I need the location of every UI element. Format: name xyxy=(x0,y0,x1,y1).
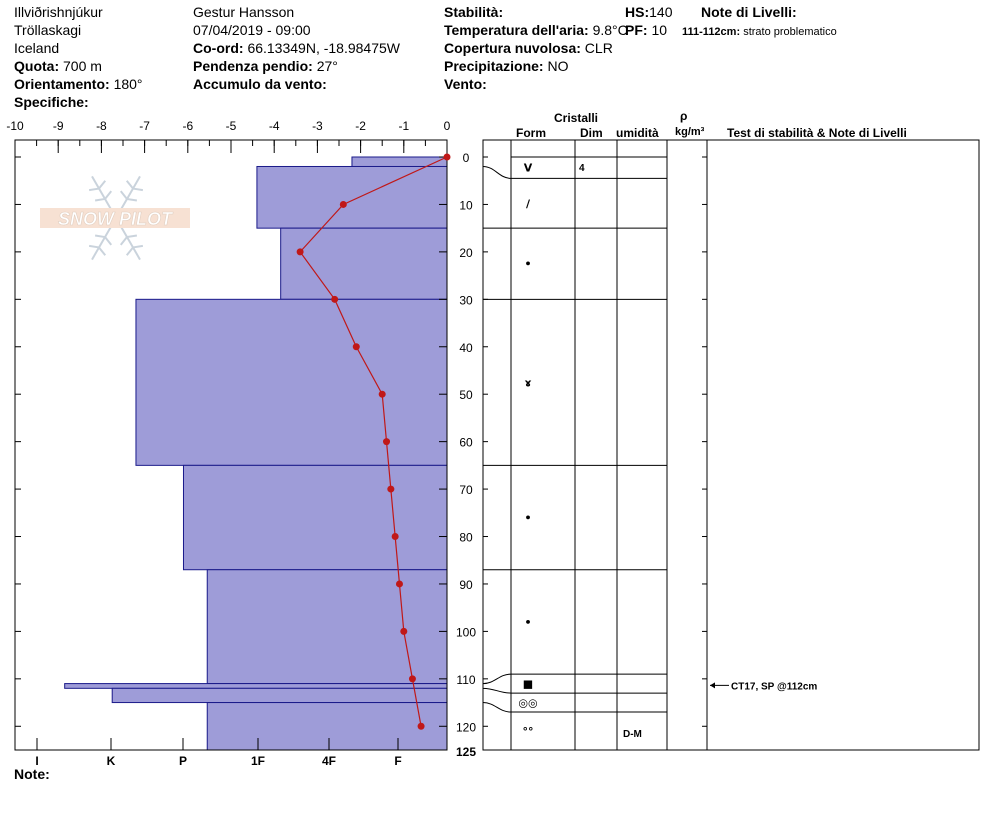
stability-arrowhead xyxy=(710,682,715,688)
snow-height-label: HS: xyxy=(625,4,650,20)
foot-penetration-label: PF: xyxy=(625,22,648,38)
temperature-point xyxy=(400,628,407,635)
crystal-form-symbol: / xyxy=(525,197,531,211)
density-symbol: ρ xyxy=(680,109,688,123)
layer-connector xyxy=(483,688,511,693)
stability-test-note: CT17, SP @112cm xyxy=(731,681,818,693)
stability-header: Test di stabilità & Note di Livelli xyxy=(727,126,907,140)
hardness-label: F xyxy=(394,754,402,768)
snow-height-value: 140 xyxy=(649,4,673,20)
crystal-form-symbol: °° xyxy=(522,725,534,739)
snowpilot-logo-text: SNOW PILOT xyxy=(58,209,172,229)
region-name: Tröllaskagi xyxy=(14,22,82,38)
hardness-bar xyxy=(207,570,447,684)
temp-tick-label: -3 xyxy=(312,119,323,133)
crystal-form-symbol: ɤ xyxy=(524,376,532,390)
layer-connector xyxy=(483,703,511,712)
aspect-label: Orientamento: xyxy=(14,76,110,92)
crystal-form-symbol: • xyxy=(524,615,532,629)
depth-tick-label: 100 xyxy=(455,625,477,640)
precipitation-value: NO xyxy=(547,58,569,74)
temperature-point xyxy=(340,201,347,208)
temp-tick-label: -7 xyxy=(139,119,150,133)
moisture-header: umidità xyxy=(616,126,659,140)
hardness-bar xyxy=(281,228,447,299)
temp-tick-label: -5 xyxy=(225,119,237,133)
wind-loading-label: Accumulo da vento: xyxy=(193,76,327,92)
form-header: Form xyxy=(516,126,546,140)
crystal-form-symbol: • xyxy=(524,511,532,525)
depth-tick-label: 10 xyxy=(459,198,473,213)
temperature-point xyxy=(418,723,425,730)
depth-tick-label: 30 xyxy=(459,293,473,308)
hardness-label: 4F xyxy=(321,754,337,768)
temperature-point xyxy=(387,486,394,493)
density-unit: kg/m³ xyxy=(675,126,705,138)
temp-tick-label: -1 xyxy=(398,119,410,133)
aspect-value: 180° xyxy=(113,76,143,92)
size-header: Dim xyxy=(580,126,603,140)
slope-angle-value: 27° xyxy=(316,58,338,74)
temperature-point xyxy=(331,296,338,303)
depth-tick-label: 125 xyxy=(455,745,477,759)
crystals-header: Cristalli xyxy=(554,111,599,125)
stability-label: Stabilità: xyxy=(444,4,504,20)
air-temperature-label: Temperatura dell'aria: xyxy=(444,22,589,38)
temperature-point xyxy=(383,438,390,445)
layer-connector xyxy=(483,166,511,178)
observer-name: Gestur Hansson xyxy=(193,4,295,20)
precipitation-label: Precipitazione: xyxy=(444,58,544,74)
cloud-cover-label: Copertura nuvolosa: xyxy=(444,40,581,56)
hardness-bar xyxy=(183,465,447,569)
temperature-point xyxy=(297,248,304,255)
crystal-table-frame xyxy=(483,140,979,750)
air-temperature-value: 9.8°C xyxy=(592,22,628,38)
coordinates-label: Co-ord: xyxy=(193,40,244,56)
temperature-point xyxy=(353,343,360,350)
hardness-label: 1F xyxy=(250,754,266,768)
depth-tick-label: 20 xyxy=(459,245,473,260)
hardness-bar xyxy=(65,684,447,689)
hardness-bar xyxy=(352,157,447,166)
depth-tick-label: 0 xyxy=(462,151,470,165)
hardness-bar xyxy=(136,299,447,465)
elevation-label: Quota: xyxy=(14,58,60,74)
depth-tick-label: 90 xyxy=(459,577,473,592)
temp-tick-label: -9 xyxy=(52,119,64,133)
notes-label: Note: xyxy=(14,766,50,782)
slope-angle-label: Pendenza pendio: xyxy=(193,58,313,74)
layer-note-text: strato problematico xyxy=(743,26,837,38)
foot-penetration-value: 10 xyxy=(651,22,668,38)
temp-tick-label: -2 xyxy=(355,119,366,133)
hardness-bar xyxy=(112,688,447,702)
depth-tick-label: 80 xyxy=(459,530,473,545)
temperature-point xyxy=(409,675,416,682)
temperature-point xyxy=(379,391,386,398)
crystal-moisture: D-M xyxy=(623,729,642,741)
depth-tick-label: 50 xyxy=(459,388,473,403)
temp-tick-label: -6 xyxy=(182,119,194,133)
cloud-cover-value: CLR xyxy=(584,40,613,56)
elevation-value: 700 m xyxy=(63,58,102,74)
hardness-label: K xyxy=(106,754,116,768)
coordinates-value: 66.13349N, -18.98475W xyxy=(247,40,400,56)
depth-tick-label: 120 xyxy=(455,720,477,735)
depth-tick-label: 40 xyxy=(459,340,473,355)
temp-tick-label: -4 xyxy=(268,119,280,133)
crystal-form-symbol: ■ xyxy=(522,677,534,691)
depth-tick-label: 70 xyxy=(459,483,473,498)
observation-datetime: 07/04/2019 - 09:00 xyxy=(193,22,311,38)
specifics-label: Specifiche: xyxy=(14,94,89,110)
hardness-label: P xyxy=(178,754,188,768)
hardness-bar xyxy=(207,703,447,750)
crystal-form-symbol: ◎◎ xyxy=(518,696,538,710)
temp-tick-label: 0 xyxy=(443,119,451,133)
depth-tick-label: 110 xyxy=(456,672,476,687)
temp-tick-label: -8 xyxy=(96,119,107,133)
temperature-point xyxy=(396,580,403,587)
crystal-form-symbol: • xyxy=(524,257,532,271)
country-name: Iceland xyxy=(14,40,60,56)
hardness-bar xyxy=(257,166,447,228)
crystal-size: 4 xyxy=(579,163,585,174)
temp-tick-label: -10 xyxy=(6,119,24,133)
wind-label: Vento: xyxy=(444,76,487,92)
crystal-form-symbol: V xyxy=(523,161,533,175)
temperature-point xyxy=(392,533,399,540)
hardness-label: I xyxy=(35,754,39,768)
layer-note-range: 111-112cm: xyxy=(682,26,741,38)
layer-notes-label: Note di Livelli: xyxy=(701,4,797,20)
temperature-point xyxy=(444,154,451,161)
depth-tick-label: 60 xyxy=(459,435,473,450)
location-name: Illviðrishnjúkur xyxy=(14,4,103,20)
snowpilot-logo xyxy=(40,176,190,259)
